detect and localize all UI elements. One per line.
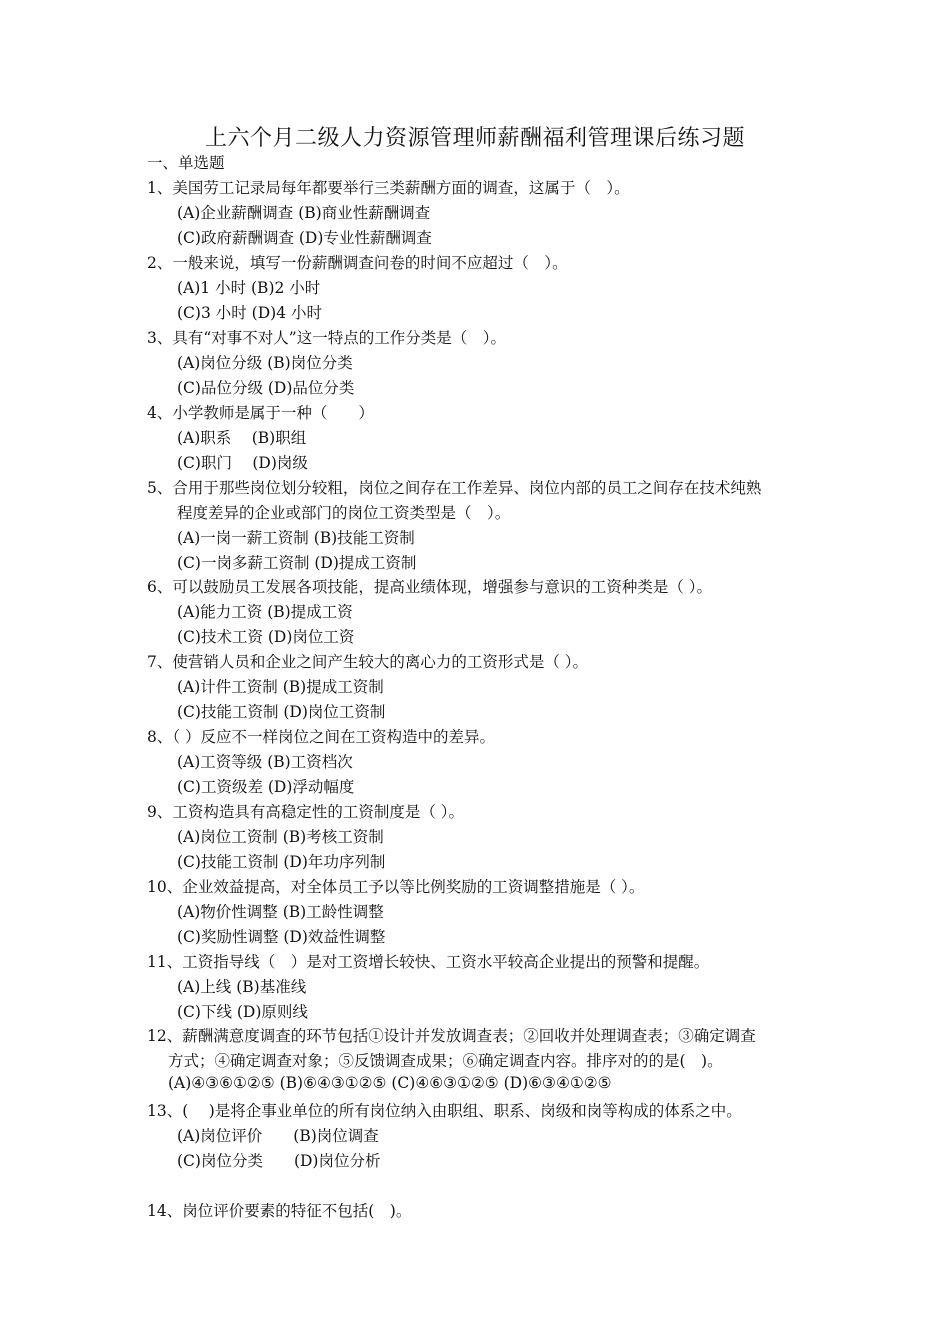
page-title: 上六个月二级人力资源管理师薪酬福利管理课后练习题 bbox=[204, 126, 745, 151]
question-4 bbox=[147, 401, 374, 423]
question-8-options-cd: (C)工资级差 (D)浮动幅度 bbox=[177, 778, 355, 796]
question-text: 可以鼓励员工发展各项技能，提高业绩体现，增强参与意识的工资种类是（ ）。 bbox=[172, 578, 713, 596]
question-number: 5、 bbox=[147, 479, 173, 497]
question-text: 使营销人员和企业之间产生较大的离心力的工资形式是（ ）。 bbox=[172, 653, 589, 671]
question-3-options-ab: (A)岗位分级 (B)岗位分类 bbox=[177, 354, 353, 372]
question-2-options-cd: (C)3 小时 (D)4 小时 bbox=[177, 304, 322, 322]
question-11 bbox=[147, 950, 709, 972]
question-text: 工资构造具有高稳定性的工资制度是（ ）。 bbox=[172, 803, 465, 821]
question-number: 11、 bbox=[147, 953, 183, 971]
question-10-options-cd: (C)奖励性调整 (D)效益性调整 bbox=[177, 928, 386, 946]
question-text: 一般来说，填写一份薪酬调查问卷的时间不应超过（ ）。 bbox=[172, 254, 568, 272]
question-10 bbox=[147, 875, 644, 897]
question-2-options-ab: (A)1 小时 (B)2 小时 bbox=[177, 279, 321, 297]
question-13-options-ab: (A)岗位评价 (B)岗位调查 bbox=[177, 1127, 379, 1145]
question-8-options-ab: (A)工资等级 (B)工资档次 bbox=[177, 753, 353, 771]
question-9 bbox=[147, 800, 464, 822]
question-number: 8、 bbox=[147, 728, 173, 746]
question-number: 10、 bbox=[147, 878, 183, 896]
question-text: 合用于那些岗位划分较粗，岗位之间存在工作差异、岗位内部的员工之间存在技术纯熟 bbox=[172, 479, 762, 497]
question-6-options-ab: (A)能力工资 (B)提成工资 bbox=[177, 603, 353, 621]
question-number: 6、 bbox=[147, 578, 173, 596]
question-1-options-cd: (C)政府薪酬调查 (D)专业性薪酬调查 bbox=[177, 229, 432, 247]
question-7 bbox=[147, 650, 588, 672]
question-12-continuation: 方式；④确定调查对象；⑤反馈调查成果；⑥确定调查内容。排序对的的是( )。 bbox=[168, 1052, 723, 1070]
question-6 bbox=[147, 575, 712, 597]
question-text: 具有“对事不对人”这一特点的工作分类是（ ）。 bbox=[172, 329, 506, 347]
question-5-continuation: 程度差异的企业或部门的岗位工资类型是（ ）。 bbox=[177, 504, 511, 522]
question-number: 4、 bbox=[147, 404, 173, 422]
question-8 bbox=[147, 725, 495, 747]
question-4-options-ab: (A)职系 (B)职组 bbox=[177, 429, 307, 447]
question-7-options-ab: (A)计件工资制 (B)提成工资制 bbox=[177, 678, 384, 696]
question-4-options-cd: (C)职门 (D)岗级 bbox=[177, 454, 308, 472]
question-11-options-ab: (A)上线 (B)基准线 bbox=[177, 978, 307, 996]
question-text: 美国劳工记录局每年都要举行三类薪酬方面的调查，这属于（ ）。 bbox=[172, 179, 630, 197]
question-5-options-ab: (A)一岗一薪工资制 (B)技能工资制 bbox=[177, 529, 415, 547]
question-3-options-cd: (C)品位分级 (D)品位分类 bbox=[177, 379, 355, 397]
question-6-options-cd: (C)技术工资 (D)岗位工资 bbox=[177, 628, 355, 646]
question-number: 14、 bbox=[147, 1202, 183, 1220]
question-3 bbox=[147, 326, 506, 348]
question-number: 9、 bbox=[147, 803, 173, 821]
question-number: 12、 bbox=[147, 1027, 183, 1045]
question-13-options-cd: (C)岗位分类 (D)岗位分析 bbox=[177, 1152, 381, 1170]
question-7-options-cd: (C)技能工资制 (D)岗位工资制 bbox=[177, 703, 386, 721]
question-1 bbox=[147, 176, 630, 198]
question-text: 企业效益提高，对全体员工予以等比例奖励的工资调整措施是（ ）。 bbox=[182, 878, 645, 896]
question-5 bbox=[147, 476, 761, 498]
question-number: 2、 bbox=[147, 254, 173, 272]
question-text: ( )是将企事业单位的所有岗位纳入由职组、职系、岗级和岗等构成的体系之中。 bbox=[182, 1102, 742, 1120]
question-13 bbox=[147, 1099, 742, 1121]
question-number: 7、 bbox=[147, 653, 173, 671]
question-text: 工资指导线（ ）是对工资增长较快、工资水平较高企业提出的预警和提醒。 bbox=[182, 953, 710, 971]
question-text: （ ）反应不一样岗位之间在工资构造中的差异。 bbox=[172, 728, 496, 746]
question-number: 1、 bbox=[147, 179, 173, 197]
question-number: 13、 bbox=[147, 1102, 183, 1120]
question-1-options-ab: (A)企业薪酬调查 (B)商业性薪酬调查 bbox=[177, 204, 431, 222]
question-5-options-cd: (C)一岗多薪工资制 (D)提成工资制 bbox=[177, 554, 417, 572]
question-11-options-cd: (C)下线 (D)原则线 bbox=[177, 1003, 308, 1021]
question-2 bbox=[147, 251, 568, 273]
question-9-options-cd: (C)技能工资制 (D)年功序列制 bbox=[177, 853, 386, 871]
question-text: 小学教师是属于一种（ ） bbox=[172, 404, 374, 422]
question-12 bbox=[147, 1024, 756, 1046]
question-10-options-ab: (A)物价性调整 (B)工龄性调整 bbox=[177, 903, 384, 921]
question-number: 3、 bbox=[147, 329, 173, 347]
question-text: 薪酬满意度调查的环节包括①设计并发放调查表；②回收并处理调查表；③确定调查 bbox=[182, 1027, 756, 1045]
question-text: 岗位评价要素的特征不包括( )。 bbox=[182, 1202, 412, 1220]
section-heading: 一、单选题 bbox=[147, 154, 225, 172]
question-14 bbox=[147, 1199, 411, 1221]
question-12-options: (A)④③⑥①②⑤ (B)⑥④③①②⑤ (C)④⑥③①②⑤ (D)⑥③④①②⑤ bbox=[168, 1074, 612, 1092]
question-9-options-ab: (A)岗位工资制 (B)考核工资制 bbox=[177, 828, 384, 846]
